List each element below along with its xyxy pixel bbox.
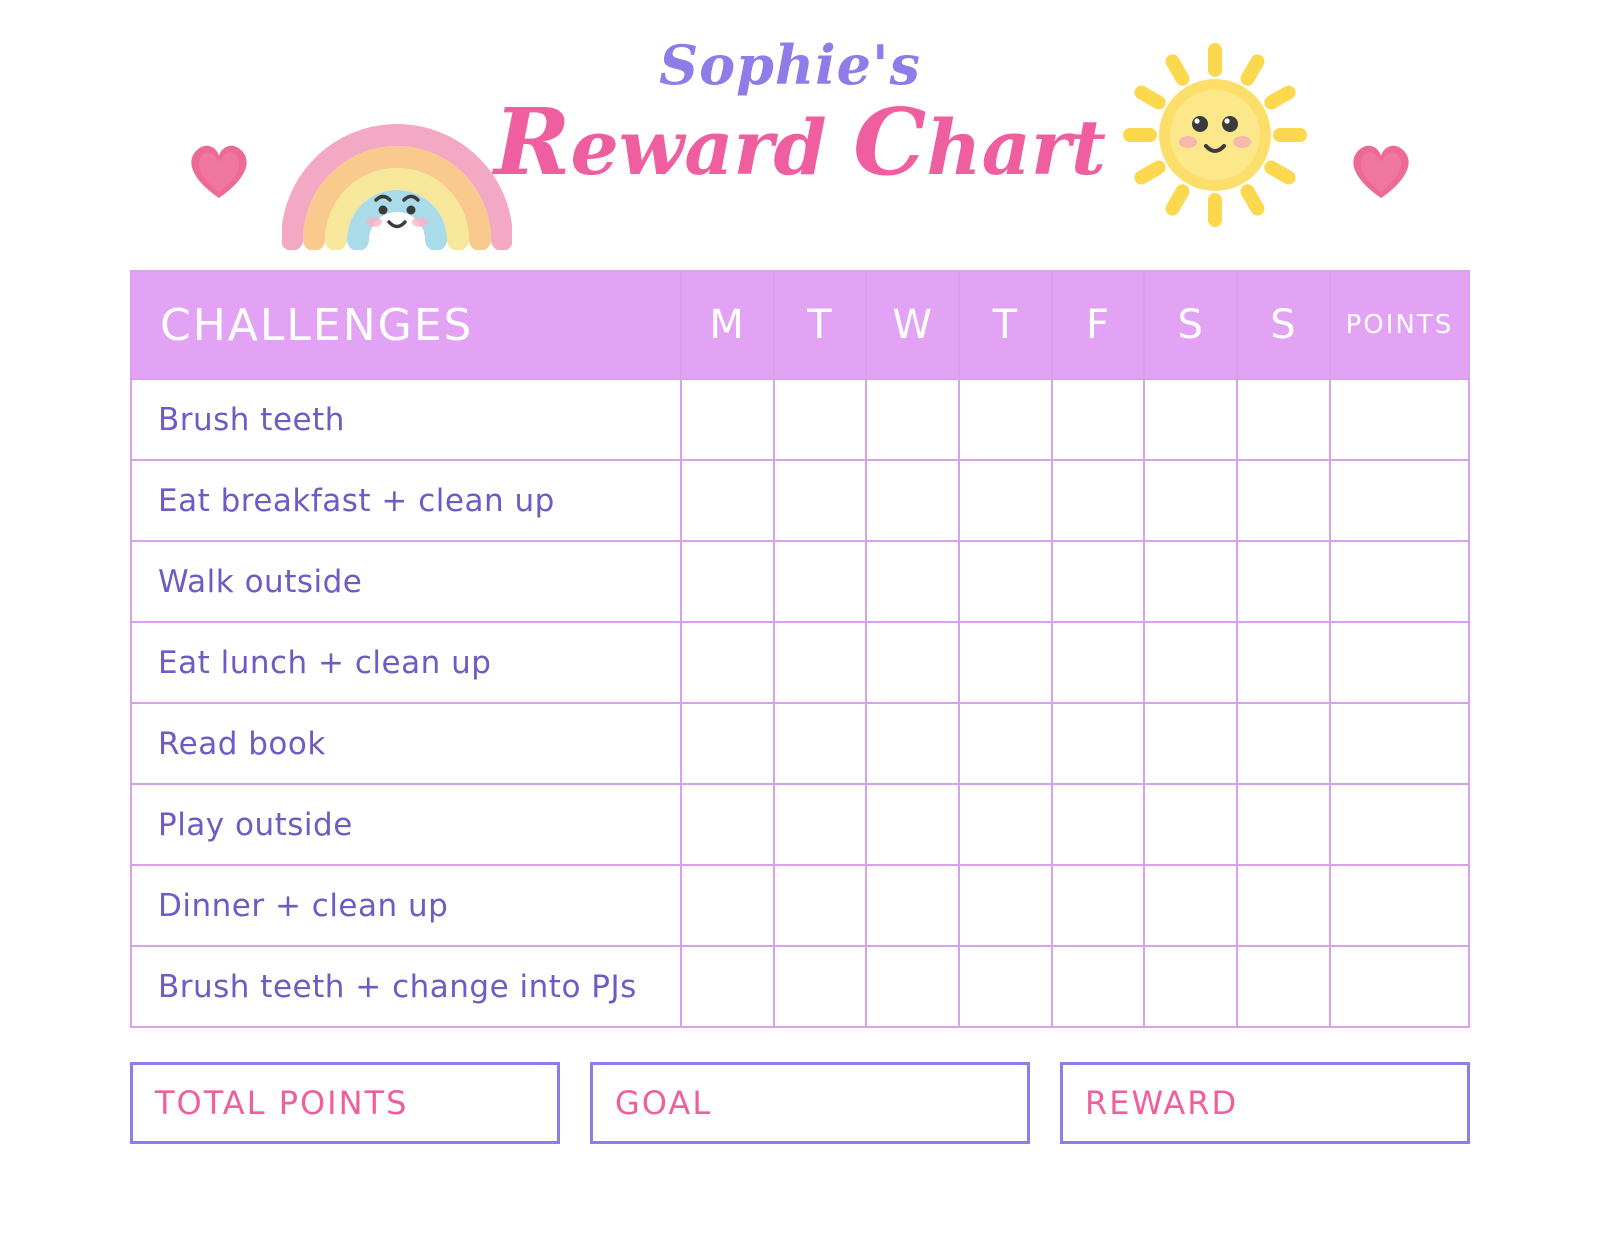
task-label: Eat lunch + clean up [131, 622, 681, 703]
checkbox-cell-tuesday[interactable] [774, 865, 867, 946]
task-label: Eat breakfast + clean up [131, 460, 681, 541]
checkbox-cell-friday[interactable] [1052, 946, 1145, 1027]
checkbox-cell-thursday[interactable] [959, 379, 1052, 460]
checkbox-cell-saturday[interactable] [1144, 622, 1237, 703]
task-label: Walk outside [131, 541, 681, 622]
day-header-tuesday: T [774, 271, 867, 379]
points-cell[interactable] [1330, 379, 1469, 460]
checkbox-cell-friday[interactable] [1052, 622, 1145, 703]
checkbox-cell-sunday[interactable] [1237, 865, 1330, 946]
checkbox-cell-monday[interactable] [681, 379, 774, 460]
checkbox-cell-sunday[interactable] [1237, 541, 1330, 622]
table-header [131, 271, 1469, 379]
checkbox-cell-saturday[interactable] [1144, 946, 1237, 1027]
checkbox-cell-saturday[interactable] [1144, 703, 1237, 784]
checkbox-cell-saturday[interactable] [1144, 379, 1237, 460]
table-row [131, 946, 1469, 1027]
day-header-sunday: S [1237, 271, 1330, 379]
day-header-saturday: S [1144, 271, 1237, 379]
checkbox-cell-thursday[interactable] [959, 784, 1052, 865]
checkbox-cell-sunday[interactable] [1237, 379, 1330, 460]
reward-chart-table [130, 270, 1470, 1028]
checkbox-cell-monday[interactable] [681, 946, 774, 1027]
task-label: Brush teeth + change into PJs [131, 946, 681, 1027]
task-label: Play outside [131, 784, 681, 865]
table-body [131, 379, 1469, 1027]
checkbox-cell-monday[interactable] [681, 460, 774, 541]
points-cell[interactable] [1330, 946, 1469, 1027]
chart-title-main [450, 88, 1150, 196]
checkbox-cell-friday[interactable] [1052, 703, 1145, 784]
checkbox-cell-thursday[interactable] [959, 541, 1052, 622]
checkbox-cell-tuesday[interactable] [774, 946, 867, 1027]
table-row [131, 703, 1469, 784]
page-header [0, 0, 1600, 270]
chart-title-r: R [493, 88, 571, 196]
table-row [131, 379, 1469, 460]
chart-title-c: C [853, 88, 927, 196]
checkbox-cell-friday[interactable] [1052, 460, 1145, 541]
checkbox-cell-saturday[interactable] [1144, 541, 1237, 622]
heart-icon [184, 138, 254, 207]
checkbox-cell-tuesday[interactable] [774, 703, 867, 784]
table-header-row [131, 271, 1469, 379]
reward-label: REWARD [1085, 1084, 1239, 1122]
checkbox-cell-friday[interactable] [1052, 865, 1145, 946]
checkbox-cell-wednesday[interactable] [866, 703, 959, 784]
checkbox-cell-wednesday[interactable] [866, 379, 959, 460]
points-header: POINTS [1330, 271, 1469, 379]
checkbox-cell-tuesday[interactable] [774, 622, 867, 703]
points-cell[interactable] [1330, 784, 1469, 865]
sun-icon [1100, 40, 1330, 235]
day-header-friday: F [1052, 271, 1145, 379]
total-points-box[interactable] [130, 1062, 560, 1144]
table-row [131, 865, 1469, 946]
checkbox-cell-wednesday[interactable] [866, 946, 959, 1027]
points-cell[interactable] [1330, 865, 1469, 946]
checkbox-cell-thursday[interactable] [959, 703, 1052, 784]
checkbox-cell-saturday[interactable] [1144, 460, 1237, 541]
checkbox-cell-sunday[interactable] [1237, 460, 1330, 541]
checkbox-cell-thursday[interactable] [959, 865, 1052, 946]
checkbox-cell-sunday[interactable] [1237, 946, 1330, 1027]
points-cell[interactable] [1330, 703, 1469, 784]
header-inner [180, 10, 1420, 260]
checkbox-cell-tuesday[interactable] [774, 541, 867, 622]
checkbox-cell-tuesday[interactable] [774, 784, 867, 865]
checkbox-cell-thursday[interactable] [959, 460, 1052, 541]
checkbox-cell-thursday[interactable] [959, 622, 1052, 703]
reward-box[interactable] [1060, 1062, 1470, 1144]
checkbox-cell-monday[interactable] [681, 784, 774, 865]
points-cell[interactable] [1330, 541, 1469, 622]
chart-title-name: Sophie's [659, 33, 921, 97]
checkbox-cell-thursday[interactable] [959, 946, 1052, 1027]
checkbox-cell-sunday[interactable] [1237, 784, 1330, 865]
goal-label: GOAL [615, 1084, 713, 1122]
checkbox-cell-wednesday[interactable] [866, 784, 959, 865]
day-header-thursday: T [959, 271, 1052, 379]
points-cell[interactable] [1330, 622, 1469, 703]
checkbox-cell-sunday[interactable] [1237, 703, 1330, 784]
checkbox-cell-tuesday[interactable] [774, 460, 867, 541]
checkbox-cell-saturday[interactable] [1144, 865, 1237, 946]
checkbox-cell-sunday[interactable] [1237, 622, 1330, 703]
checkbox-cell-wednesday[interactable] [866, 460, 959, 541]
day-header-wednesday: W [866, 271, 959, 379]
reward-chart-table-wrap [130, 270, 1470, 1028]
footer-boxes [130, 1062, 1470, 1144]
table-row [131, 460, 1469, 541]
goal-box[interactable] [590, 1062, 1030, 1144]
checkbox-cell-wednesday[interactable] [866, 541, 959, 622]
table-row [131, 622, 1469, 703]
chart-title-hart: hart [926, 103, 1107, 192]
day-header-monday: M [681, 271, 774, 379]
challenges-header: CHALLENGES [131, 271, 681, 379]
checkbox-cell-friday[interactable] [1052, 379, 1145, 460]
checkbox-cell-wednesday[interactable] [866, 865, 959, 946]
checkbox-cell-friday[interactable] [1052, 541, 1145, 622]
checkbox-cell-saturday[interactable] [1144, 784, 1237, 865]
chart-title-eward: eward [570, 103, 854, 192]
task-label: Read book [131, 703, 681, 784]
checkbox-cell-monday[interactable] [681, 622, 774, 703]
points-cell[interactable] [1330, 460, 1469, 541]
checkbox-cell-wednesday[interactable] [866, 622, 959, 703]
checkbox-cell-friday[interactable] [1052, 784, 1145, 865]
task-label: Brush teeth [131, 379, 681, 460]
heart-icon [1346, 138, 1416, 207]
checkbox-cell-monday[interactable] [681, 865, 774, 946]
checkbox-cell-monday[interactable] [681, 703, 774, 784]
checkbox-cell-tuesday[interactable] [774, 379, 867, 460]
total-points-label: TOTAL POINTS [155, 1084, 409, 1122]
checkbox-cell-monday[interactable] [681, 541, 774, 622]
chart-title [450, 33, 1150, 196]
task-label: Dinner + clean up [131, 865, 681, 946]
table-row [131, 541, 1469, 622]
table-row [131, 784, 1469, 865]
